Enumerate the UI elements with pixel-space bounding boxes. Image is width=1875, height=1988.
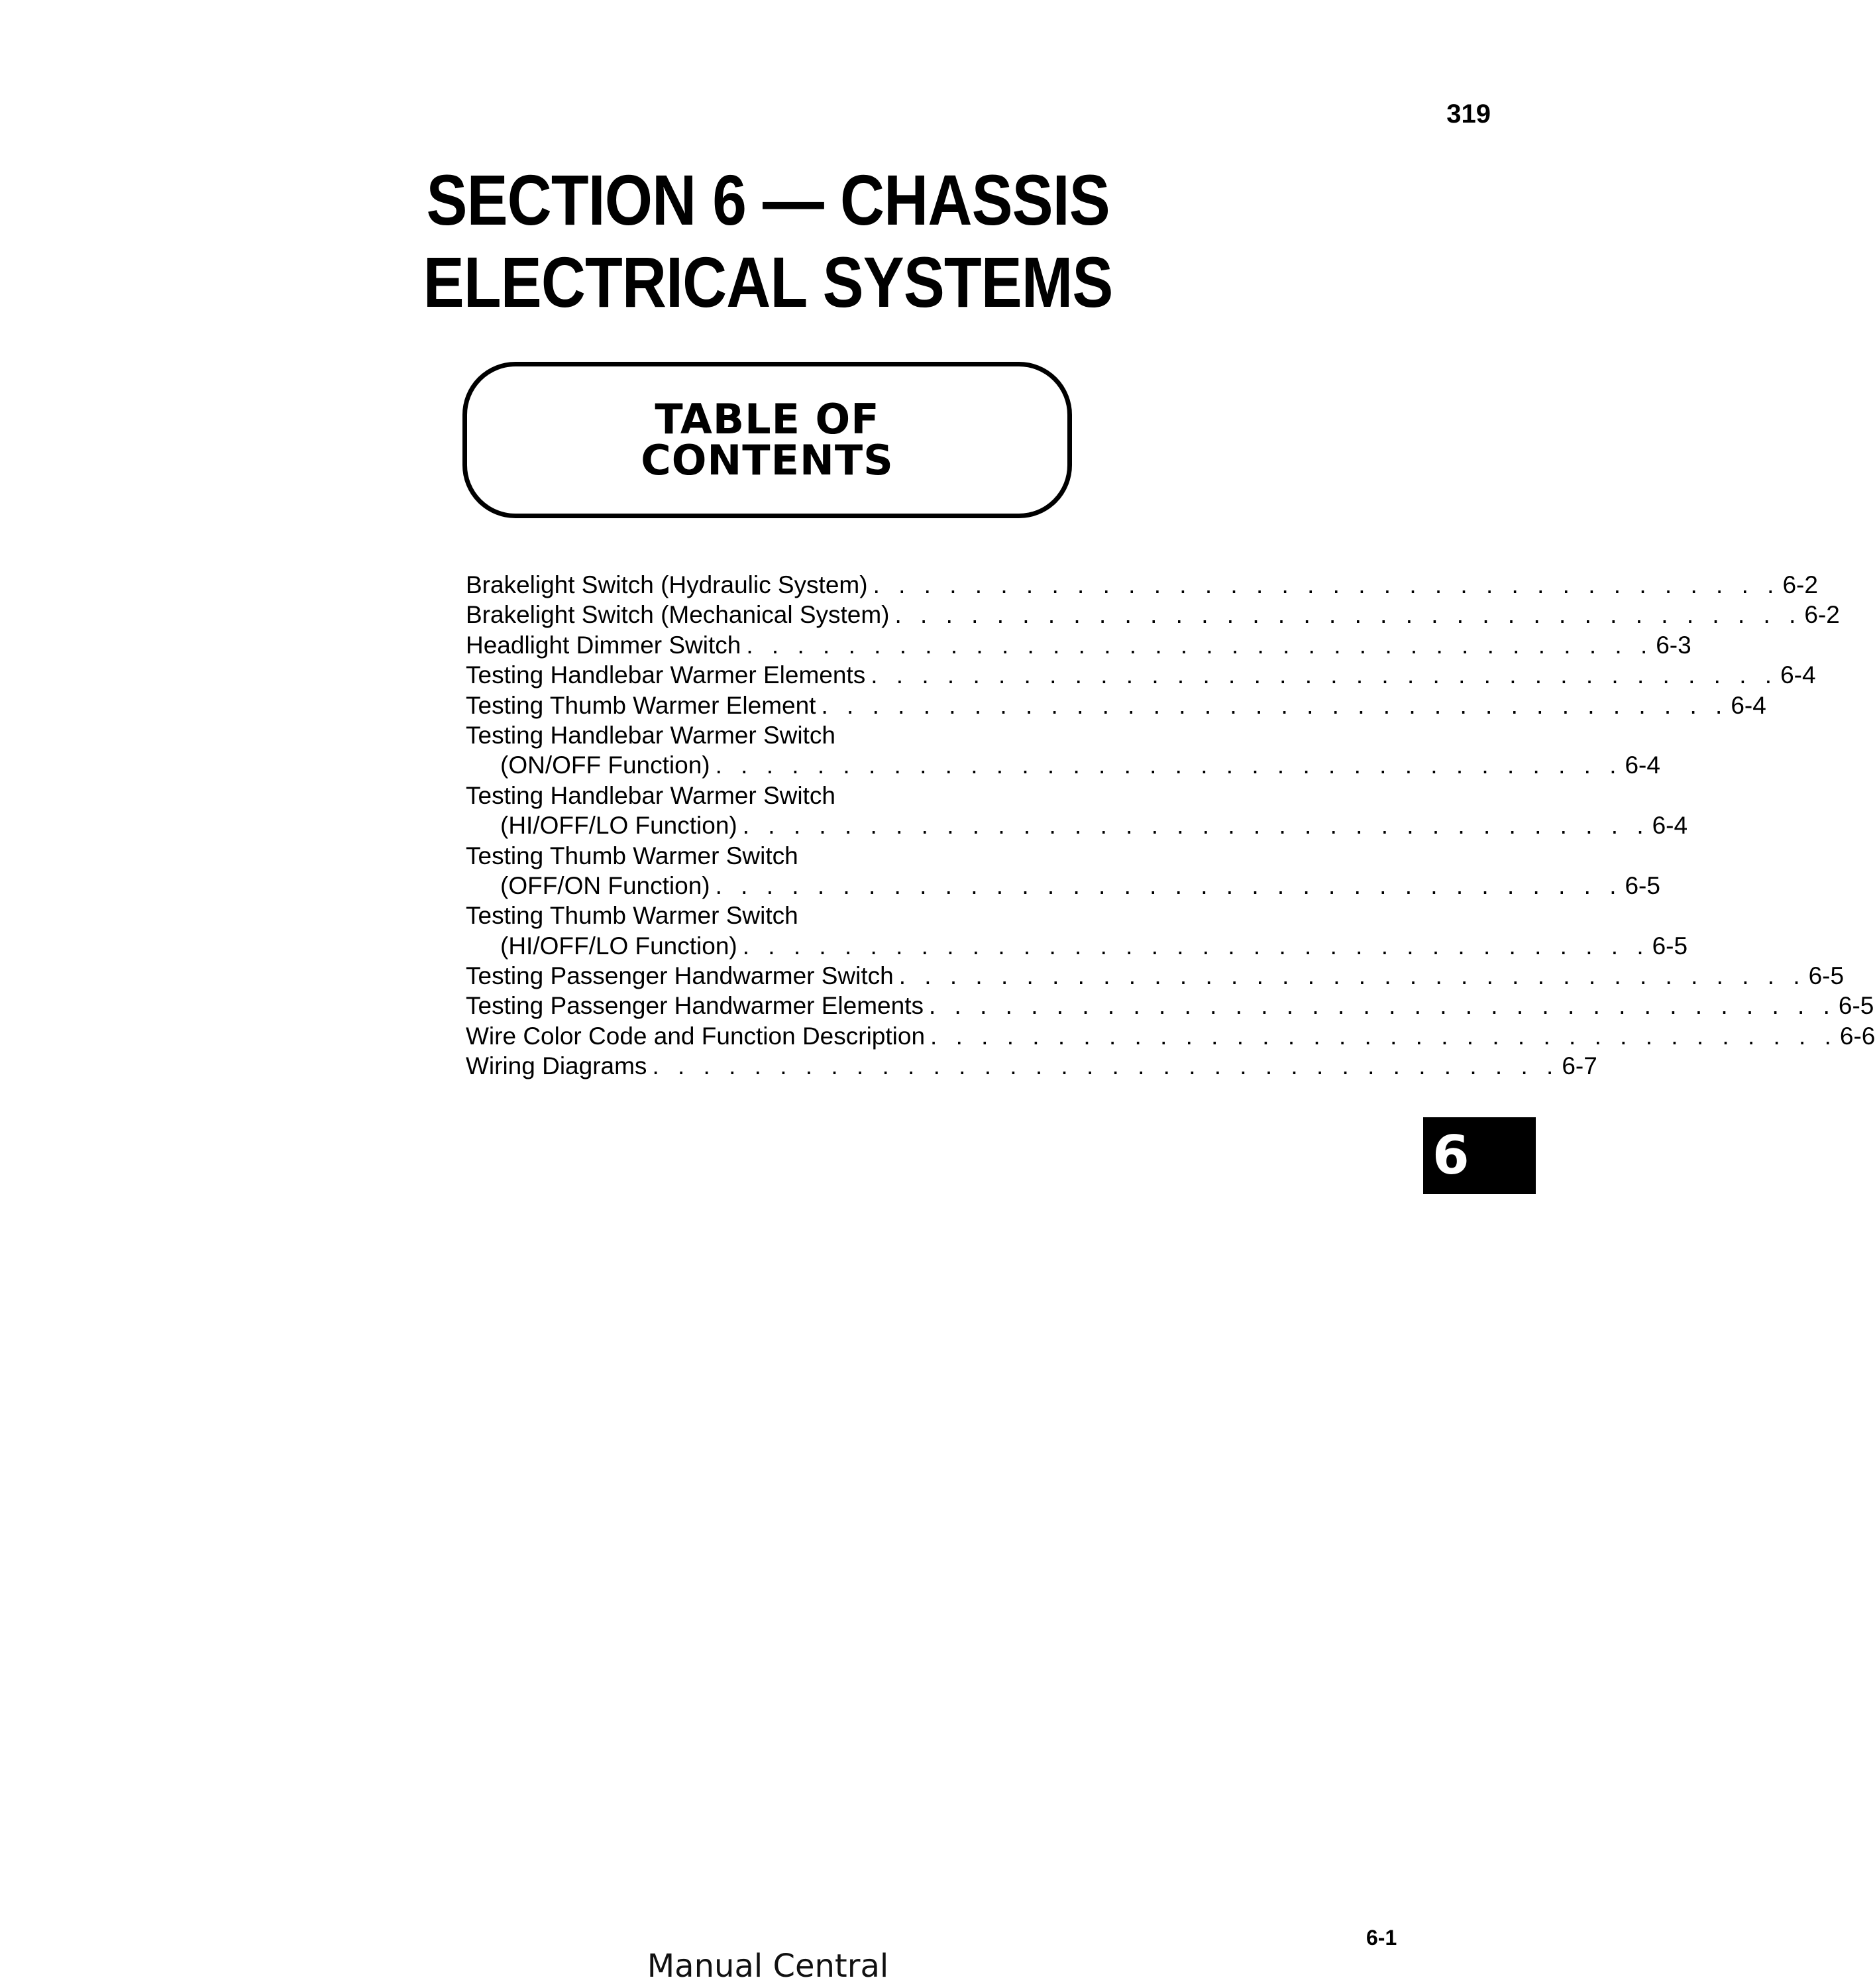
- toc-entry-page: 6-2: [1782, 571, 1818, 598]
- watermark: Manual Central: [647, 1948, 889, 1985]
- toc-entry-title: (HI/OFF/LO Function): [500, 932, 737, 960]
- toc-dot-leader: . . . . . . . . . . . . . . . . . . . . . . . . . . . . . . . . . . . .: [894, 601, 1802, 629]
- toc-entry[interactable]: [466, 660, 1816, 690]
- toc-entry[interactable]: [466, 991, 1874, 1021]
- toc-entry[interactable]: [466, 600, 1840, 630]
- toc-entry-page: 6-7: [1562, 1052, 1597, 1080]
- toc-entry-page: 6-4: [1780, 661, 1816, 689]
- toc-entry-title: Testing Thumb Warmer Switch: [466, 902, 798, 930]
- toc-entry[interactable]: [466, 570, 1818, 600]
- toc-list: [466, 570, 1875, 1081]
- toc-entry-page: 6-2: [1804, 601, 1840, 629]
- toc-dot-leader: . . . . . . . . . . . . . . . . . . . . . . . . . . . . . . . . . . . .: [742, 812, 1650, 840]
- toc-entry-title: Testing Passenger Handwarmer Switch: [466, 962, 894, 990]
- toc-entry[interactable]: [466, 871, 1660, 901]
- toc-entry[interactable]: [466, 720, 1055, 750]
- toc-entry-title: Wiring Diagrams: [466, 1052, 647, 1080]
- toc-entry[interactable]: [466, 810, 1688, 840]
- toc-entry[interactable]: [466, 961, 1845, 991]
- section-title-line-2: ELECTRICAL SYSTEMS: [423, 242, 1113, 322]
- toc-dot-leader: . . . . . . . . . . . . . . . . . . . . . . . . . . . . . . . . . . . .: [871, 661, 1778, 689]
- toc-entry-title: Wire Color Code and Function Description: [466, 1022, 926, 1050]
- toc-dot-leader: . . . . . . . . . . . . . . . . . . . . . . . . . . . . . . . . . . . .: [873, 571, 1780, 598]
- folio: 6-1: [1366, 1926, 1397, 1950]
- toc-heading-line-1: TABLE OF: [655, 395, 880, 443]
- toc-dot-leader: . . . . . . . . . . . . . . . . . . . . . . . . . . . . . . . . . . . .: [929, 992, 1836, 1020]
- toc-heading-box: [462, 362, 1072, 518]
- toc-entry[interactable]: [466, 690, 1766, 720]
- toc-entry[interactable]: [466, 841, 1055, 871]
- toc-entry-title: Testing Passenger Handwarmer Elements: [466, 992, 924, 1020]
- toc-entry-page: 6-4: [1625, 751, 1660, 779]
- toc-entry-title: (ON/OFF Function): [500, 751, 710, 779]
- toc-dot-leader: . . . . . . . . . . . . . . . . . . . . . . . . . . . . . . . . . . . .: [652, 1052, 1560, 1080]
- toc-dot-leader: . . . . . . . . . . . . . . . . . . . . . . . . . . . . . . . . . . . .: [930, 1022, 1837, 1050]
- toc-entry-page: 6-4: [1652, 812, 1688, 840]
- toc-entry-title: (OFF/ON Function): [500, 871, 710, 899]
- toc-dot-leader: . . . . . . . . . . . . . . . . . . . . . . . . . . . . . . . . . . . .: [715, 751, 1623, 779]
- toc-entry-page: 6-6: [1839, 1022, 1875, 1050]
- toc-entry-page: 6-5: [1652, 932, 1688, 960]
- toc-dot-leader: . . . . . . . . . . . . . . . . . . . . . . . . . . . . . . . . . . . .: [746, 631, 1654, 659]
- toc-entry-title: Testing Thumb Warmer Element: [466, 691, 816, 719]
- section-title: [107, 159, 1428, 323]
- toc-entry-page: 6-5: [1838, 992, 1874, 1020]
- toc-entry-title: Testing Handlebar Warmer Switch: [466, 721, 835, 749]
- toc-entry-page: 6-5: [1625, 871, 1660, 899]
- toc-heading-line-2: CONTENTS: [641, 436, 894, 484]
- toc-entry[interactable]: [466, 1051, 1597, 1081]
- toc-entry-title: Brakelight Switch (Mechanical System): [466, 601, 890, 629]
- toc-entry[interactable]: [466, 901, 1055, 930]
- toc-entry-page: 6-4: [1731, 691, 1766, 719]
- chapter-tab: 6: [1423, 1117, 1536, 1194]
- section-title-line-1: SECTION 6 — CHASSIS: [426, 160, 1110, 240]
- toc-dot-leader: . . . . . . . . . . . . . . . . . . . . . . . . . . . . . . . . . . . .: [898, 962, 1806, 990]
- toc-entry[interactable]: [466, 781, 1055, 810]
- page-number: 319: [1446, 99, 1491, 129]
- toc-entry-title: Headlight Dimmer Switch: [466, 631, 741, 659]
- toc-entry[interactable]: [466, 630, 1691, 660]
- toc-entry-title: (HI/OFF/LO Function): [500, 812, 737, 840]
- toc-dot-leader: . . . . . . . . . . . . . . . . . . . . . . . . . . . . . . . . . . . .: [742, 932, 1650, 960]
- toc-dot-leader: . . . . . . . . . . . . . . . . . . . . . . . . . . . . . . . . . . . .: [821, 691, 1729, 719]
- toc-entry[interactable]: [466, 1021, 1875, 1051]
- toc-entry-page: 6-3: [1656, 631, 1691, 659]
- toc-dot-leader: . . . . . . . . . . . . . . . . . . . . . . . . . . . . . . . . . . . .: [715, 871, 1623, 899]
- toc-entry-title: Testing Handlebar Warmer Elements: [466, 661, 866, 689]
- toc-entry-page: 6-5: [1808, 962, 1845, 990]
- toc-entry-title: Testing Thumb Warmer Switch: [466, 842, 798, 869]
- toc-entry-title: Testing Handlebar Warmer Switch: [466, 781, 835, 809]
- toc-entry-title: Brakelight Switch (Hydraulic System): [466, 571, 868, 598]
- toc-entry[interactable]: [466, 931, 1688, 961]
- toc-entry[interactable]: [466, 750, 1660, 780]
